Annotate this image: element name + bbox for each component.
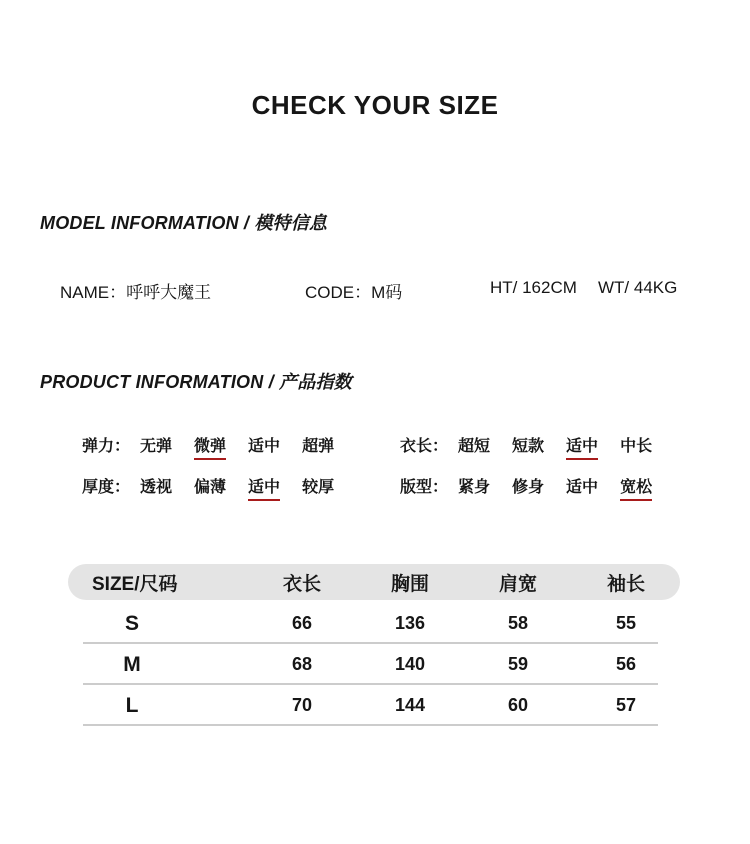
- size-row-l: [68, 685, 680, 726]
- size-table: [68, 564, 680, 726]
- value-cell: 136: [394, 613, 426, 633]
- model-weight: WT/ 44KG: [598, 278, 678, 297]
- model-code-label: CODE：: [305, 283, 372, 302]
- size-row-s: [68, 603, 680, 644]
- value-cell: 56: [615, 654, 637, 674]
- attribute-row-elasticity: [82, 433, 400, 460]
- attribute-option-selected: 微弹: [194, 433, 226, 460]
- header-cell-bust: 胸围: [390, 573, 429, 595]
- attribute-label: 弹力：: [82, 438, 131, 455]
- value-cell: 140: [394, 654, 426, 674]
- attribute-label: 厚度：: [82, 479, 131, 496]
- value-cell: 59: [507, 654, 529, 674]
- value-cell: 58: [507, 613, 529, 633]
- attribute-option: 超短: [458, 438, 491, 455]
- attribute-option-selected: 宽松: [620, 474, 652, 501]
- value-cell: 55: [615, 613, 637, 633]
- attribute-option: 无弹: [140, 438, 173, 455]
- attribute-option: 适中: [566, 479, 599, 496]
- attribute-label: 版型：: [400, 479, 449, 496]
- model-name-label: NAME：: [60, 283, 127, 302]
- value-cell: 66: [291, 613, 313, 633]
- attribute-option-selected: 适中: [566, 433, 598, 460]
- value-cell: 70: [291, 695, 313, 715]
- size-row-m: [68, 644, 680, 685]
- attribute-option-selected: 适中: [248, 474, 280, 501]
- header-cell-garment-length: 衣长: [282, 573, 321, 595]
- attribute-option: 适中: [248, 438, 281, 455]
- page-title: CHECK YOUR SIZE: [251, 90, 499, 120]
- attribute-option: 较厚: [302, 479, 335, 496]
- attribute-label: 衣长：: [400, 438, 449, 455]
- header-cell-size: SIZE/尺码: [92, 573, 178, 595]
- attribute-row-length: [400, 433, 674, 460]
- value-cell: 68: [291, 654, 313, 674]
- value-cell: 60: [507, 695, 529, 715]
- value-cell: 144: [394, 695, 426, 715]
- size-cell: L: [125, 693, 139, 717]
- model-information-heading: MODEL INFORMATION / 模特信息: [40, 213, 328, 233]
- size-cell: S: [124, 611, 139, 635]
- header-cell-shoulder: 肩宽: [498, 573, 537, 595]
- attribute-option: 偏薄: [194, 479, 227, 496]
- size-cell: M: [123, 652, 141, 676]
- size-table-body: [68, 603, 680, 726]
- attribute-option: 短款: [512, 438, 545, 455]
- attribute-option: 透视: [140, 479, 173, 496]
- header-cell-sleeve: 袖长: [606, 573, 645, 595]
- model-height: HT/ 162CM: [490, 278, 577, 297]
- attribute-row-thickness: [82, 474, 400, 501]
- value-cell: 57: [615, 695, 637, 715]
- attribute-option: 中长: [620, 438, 653, 455]
- model-code-value: M码: [371, 283, 403, 302]
- model-name-value: 呼呼大魔王: [126, 283, 212, 302]
- product-attributes: [82, 433, 674, 501]
- attribute-option: 超弹: [302, 438, 335, 455]
- size-table-header: [68, 564, 680, 600]
- attribute-row-fit: [400, 474, 674, 501]
- product-information-heading: PRODUCT INFORMATION / 产品指数: [40, 372, 352, 392]
- attribute-option: 修身: [512, 479, 545, 496]
- model-code: [305, 278, 402, 303]
- model-name: [60, 278, 211, 303]
- attribute-option: 紧身: [458, 479, 491, 496]
